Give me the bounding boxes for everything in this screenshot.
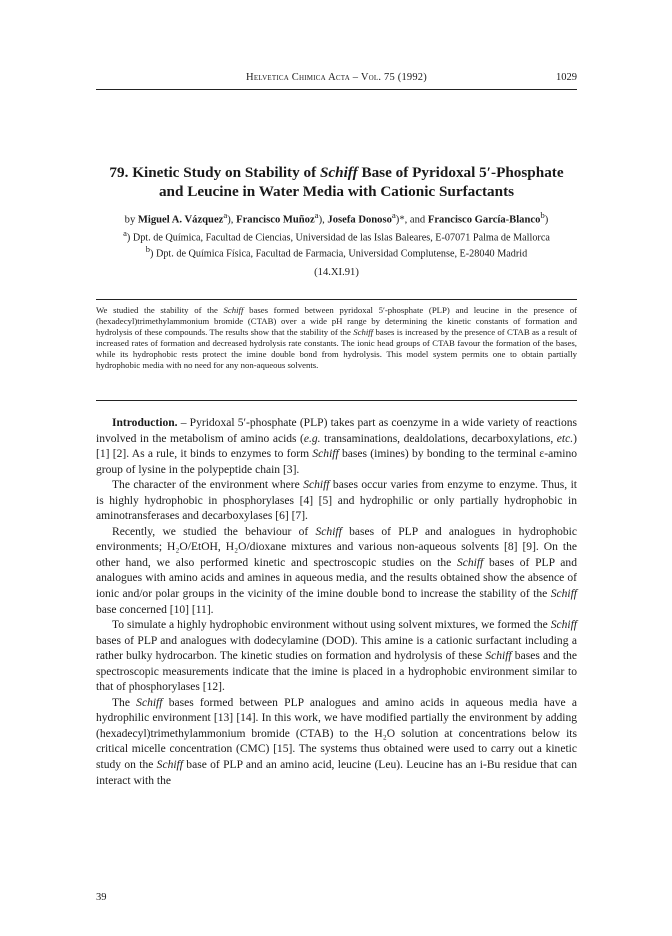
paragraph-introduction: Introduction. – Pyridoxal 5′-phosphate (PLP) takes part as coenzyme in a wide variety of reactions involved in the metabolism of amino acids (e.g. transaminations, dealdolations, decarboxylations, etc.) [1] [2]. As a rule, it binds to enzymes to form Schiff bases (imines) by bonding to the terminal ε-amino group of lysine in the polypeptide chain [3]. [96,417,577,476]
abstract-top-rule [96,299,577,300]
paragraph-3: Recently, we studied the behaviour of Schiff bases of PLP and analogues in hydrophobic environments; H₂O/EtOH, H₂O/dioxane mixtures and various non-aqueous solvents [8] [9]. On the other hand, we also performed kinetic and spectroscopic studies on the Schiff bases of PLP and analogues with amino acids and amines in aqueous media, and the results obtained show the absence of ionic and/or polar groups in the vicinity of the imine double bond to increase the stability of the Schiff base concerned [10] [11]. [96,525,577,616]
sheet-number: 39 [96,892,107,903]
paragraph-4: To simulate a highly hydrophobic environment without using solvent mixtures, we formed the Schiff bases of PLP and analogues with dodecylamine (DOD). This amine is a cationic surfactant including a rather bulky hydrocarbon. The kinetic studies on formation and hydrolysis of these Schiff bases and the spectroscopic measurements indicate that the imine is placed in a hydrophobic environment similar to that of phosphorylases [12]. [96,619,577,694]
paragraph-5: The Schiff bases formed between PLP analogues and amino acids in aqueous media have a hydrophilic environment [13] [14]. In this work, we have modified partially the environment by adding (hexadecyl)trimethylammonium bromide (CTAB) to the H₂O solution at concentrations below its critical micelle concentration (CMC) [15]. The systems thus obtained were used to carry out a kinetic study on the Schiff base of PLP and an amino acid, leucine (Leu). Leucine has an i-Bu residue that can interact with the [96,696,577,787]
page-number: 1029 [556,72,577,83]
header-rule [96,89,577,90]
article-body [96,416,577,789]
received-date: (14.XI.91) [314,267,359,278]
abstract: We studied the stability of the Schiff bases formed between pyridoxal 5′-phosphate (PLP) and leucine in the presence of (hexadecyl)trimethylammonium bromide (CTAB) over a wide pH range by determining the kinetic constants of formation and hydrolysis of these compounds. The results show that the stability of the Schiff bases is increased by the presence of CTAB as a result of increased rates of formation and decreased hydrolysis rate constants. The ionic head groups of CTAB favour the formation of the bases, while its hydrophobic rests protect the imine double bond from hydrolysis. This model system permits one to obtain partially hydrophobic media with no need for any non-aqueous solvents. [96,305,577,371]
title-line-1: 79. Kinetic Study on Stability of Schiff Base of Pyridoxal 5′-Phosphate [109,164,564,181]
section-heading: Introduction. [112,417,178,429]
paragraph-2: The character of the environment where Schiff bases occur varies from enzyme to enzyme. Thus, it is highly hydrophobic in phosphorylases [4] [5] and hydrophilic or only partially hydrophobic in aminotransferases and decarboxylases [6] [7]. [96,479,577,523]
author-2: Francisco Muñoz [236,214,315,226]
article-title [96,163,577,201]
author-1: Miguel A. Vázquez [137,214,224,226]
title-line-2: and Leucine in Water Media with Cationic Surfactants [158,183,515,200]
author-4: Francisco García-Blanco [427,214,541,226]
author-3: Josefa Donoso [327,214,392,226]
affiliation-a: $^a$) Dpt. de Química, Facultad de Ciencias, Universidad de las Islas Baleares, E-07071 Palma de Mallorca [123,228,550,244]
running-head [96,72,577,88]
affiliation-b: $^b$) Dpt. de Química Física, Facultad de Farmacia, Universidad Complutense, E-28040 Madrid [145,244,528,260]
author-list: by Miguel A. Vázquez$^a$), Francisco Muñoz$^a$), Josefa Donoso$^a$)*, and Francisco García-Blanco$^b$) [124,210,549,226]
journal-citation: Helvetica Chimica Acta – Vol. 75 (1992) [246,72,427,83]
abstract-bottom-rule [96,400,577,401]
